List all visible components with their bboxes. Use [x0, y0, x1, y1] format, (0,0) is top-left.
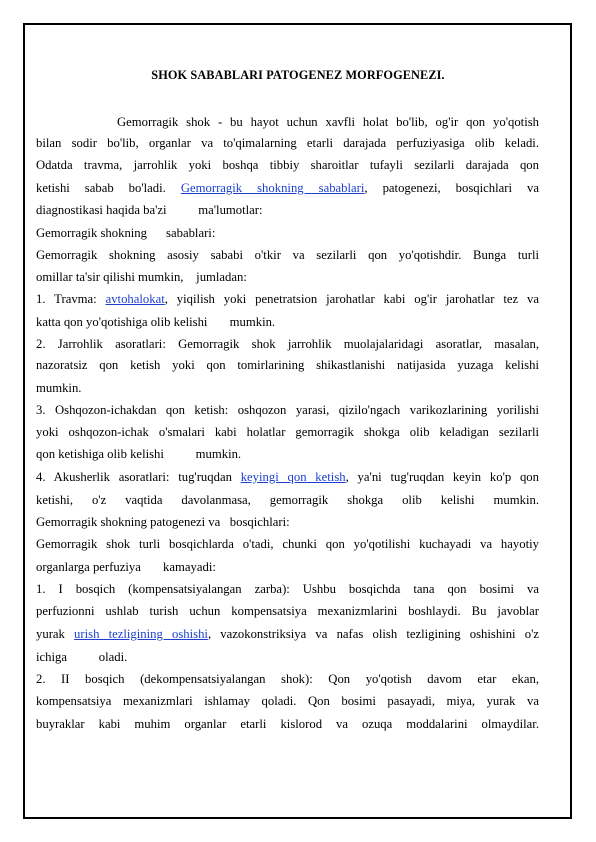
text-line: Gemorragik shokning asosiy sababi o'tkir va sezilarli qon yo'qotishdir. Bunga turli — [36, 248, 539, 262]
inline-link[interactable]: avtohalokat — [105, 292, 165, 306]
text-line: omillar ta'sir qilishi mumkin, jumladan: — [36, 270, 247, 284]
inline-link[interactable]: keyingi qon ketish — [240, 470, 346, 484]
text-line: bilan sodir bo'lib, organlar va to'qimalarning etarli darajada perfuziyasiga olib keladi. — [36, 136, 539, 150]
text-line: katta qon yo'qotishiga olib kelishi mumkin. — [36, 315, 276, 329]
text-line — [36, 180, 539, 196]
text-line: 3. Oshqozon-ichakdan qon ketish: oshqozon yarasi, qizilo'ngach varikozlarining yorilishi — [36, 403, 539, 417]
text-line: nazoratsiz qon ketish yoki qon tomirlarining shikastlanishi natijasida yuzaga kelishi — [36, 358, 539, 372]
document-title: SHOK SABABLARI PATOGENEZ MORFOGENEZI. — [151, 68, 445, 82]
text-line: diagnostikasi haqida ba'zi ma'lumotlar: — [36, 203, 263, 217]
text-span: , ya'ni tug'ruqdan keyin ko'p qon — [345, 470, 539, 484]
inline-link[interactable]: urish tezligining oshishi — [74, 627, 208, 641]
text-span: yurak — [36, 627, 75, 641]
text-line: 2. II bosqich (dekompensatsiyalangan shok): Qon yo'qotish davom etar ekan, — [36, 672, 539, 686]
text-line: Gemorragik shokning patogenezi va bosqichlari: — [36, 515, 290, 529]
text-line — [36, 291, 539, 307]
text-line: yoki oshqozon-ichak o'smalari kabi holatlar gemorragik shokga olib keladigan sezilarli — [36, 425, 539, 439]
text-line: ketishi, o'z vaqtida davolanmasa, gemorragik shokga olib kelishi mumkin. — [36, 493, 539, 507]
text-line: mumkin. — [36, 381, 82, 395]
text-line: 1. I bosqich (kompensatsiyalangan zarba): Ushbu bosqichda tana qon bosimi va — [36, 582, 539, 596]
text-line: kompensatsiya mexanizmlari ishlamay qoladi. Qon bosimi pasayadi, miya, yurak va — [36, 694, 539, 708]
text-line: perfuzionni ushlab turish uchun kompensatsiya mexanizmlarini boshlaydi. Bu javoblar — [36, 604, 539, 618]
text-line: buyraklar kabi muhim organlar etarli kislorod va ozuqa moddalarini olmaydilar. — [36, 717, 539, 731]
text-line: Gemorragik shok turli bosqichlarda o'tadi, chunki qon yo'qotilishi kuchayadi va hayotiy — [36, 537, 539, 551]
text-span: , patogenezi, bosqichlari va — [364, 181, 540, 195]
text-line: organlarga perfuziya kamayadi: — [36, 560, 216, 574]
text-span: 1. Travma: — [36, 292, 106, 306]
text-span: 4. Akusherlik asoratlari: tug'ruqdan — [36, 470, 241, 484]
text-span: , yiqilish yoki penetratsion jarohatlar kabi og'ir jarohatlar tez va — [164, 292, 539, 306]
inline-link[interactable]: Gemorragik shokning sabablari — [180, 181, 365, 195]
text-line: Gemorragik shokning sabablari: — [36, 226, 216, 240]
text-line: qon ketishiga olib kelishi mumkin. — [36, 447, 242, 461]
text-line — [36, 469, 539, 485]
text-line: 2. Jarrohlik asoratlari: Gemorragik shok jarrohlik muolajalaridagi asoratlar, masalan, — [36, 337, 539, 351]
text-line: Odatda travma, jarrohlik yoki boshqa tibbiy sharoitlar tufayli sezilarli darajada qon — [36, 158, 539, 172]
text-span: ketishi sabab bo'ladi. — [36, 181, 166, 195]
text-line — [36, 626, 539, 642]
text-line: Gemorragik shok - bu hayot uchun xavfli holat bo'lib, og'ir qon yo'qotish — [117, 115, 539, 129]
text-span: , vazokonstriksiya va nafas olish tezligining oshishini o'z — [207, 627, 539, 641]
text-line: ichiga oladi. — [36, 650, 128, 664]
